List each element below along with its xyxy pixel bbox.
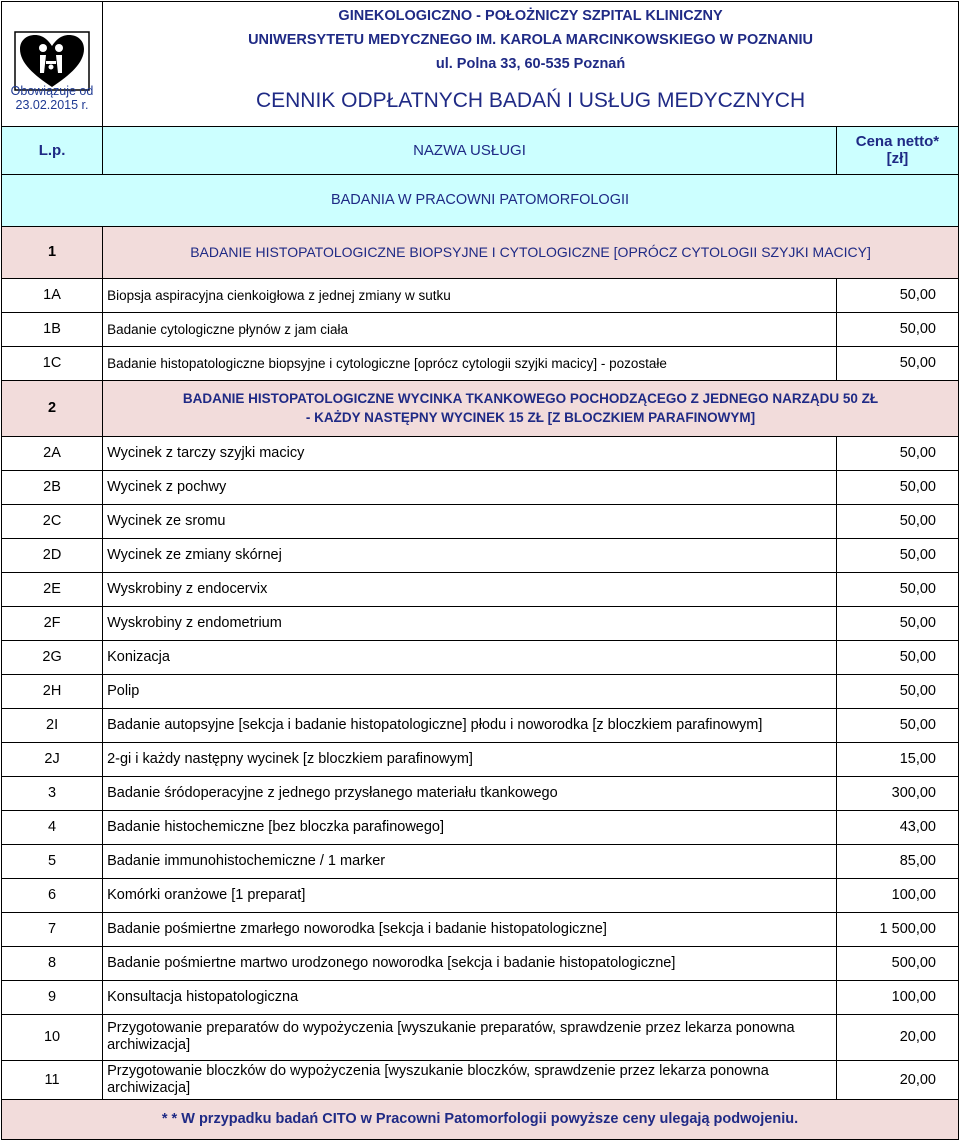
table-row xyxy=(2,674,959,708)
row-price: 50,00 xyxy=(836,538,958,572)
row-lp: 2C xyxy=(2,504,103,538)
row-lp: 7 xyxy=(2,912,103,946)
row-lp: 2I xyxy=(2,708,103,742)
row-name: Badanie pośmiertne zmarłego noworodka [sekcja i badanie histopatologiczne] xyxy=(103,912,837,946)
table-row xyxy=(2,980,959,1014)
row-name: Polip xyxy=(103,674,837,708)
row-lp: 3 xyxy=(2,776,103,810)
category-name: BADANIE HISTOPATOLOGICZNE BIOPSYJNE I CYTOLOGICZNE [OPRÓCZ CYTOLOGII SZYJKI MACICY] xyxy=(103,226,959,278)
category-name xyxy=(103,380,959,436)
row-name: Wyskrobiny z endocervix xyxy=(103,572,837,606)
table-row xyxy=(2,912,959,946)
row-lp: 2F xyxy=(2,606,103,640)
row-name: Badanie autopsyjne [sekcja i badanie histopatologiczne] płodu i noworodka [z bloczkiem parafinowym] xyxy=(103,708,837,742)
row-price: 50,00 xyxy=(836,278,958,312)
hospital-address: ul. Polna 33, 60-535 Poznań xyxy=(435,56,626,72)
row-price: 85,00 xyxy=(836,844,958,878)
row-price: 1 500,00 xyxy=(836,912,958,946)
row-price: 50,00 xyxy=(836,674,958,708)
row-name: Badanie histochemiczne [bez bloczka parafinowego] xyxy=(103,810,837,844)
hospital-name-line2: UNIWERSYTETU MEDYCZNEGO IM. KAROLA MARCINKOWSKIEGO W POZNANIU xyxy=(248,32,814,48)
row-price: 50,00 xyxy=(836,640,958,674)
table-row xyxy=(2,878,959,912)
table-row xyxy=(2,946,959,980)
row-name: Badanie śródoperacyjne z jednego przysłanego materiału tkankowego xyxy=(103,776,837,810)
table-row xyxy=(2,504,959,538)
effective-date: 23.02.2015 r. xyxy=(15,98,89,112)
row-price: 50,00 xyxy=(836,436,958,470)
row-name: Wycinek ze zmiany skórnej xyxy=(103,538,837,572)
row-lp: 11 xyxy=(2,1060,103,1099)
row-price: 43,00 xyxy=(836,810,958,844)
table-row xyxy=(2,346,959,380)
table-row xyxy=(2,606,959,640)
hospital-name-line1: GINEKOLOGICZNO - POŁOŻNICZY SZPITAL KLINICZNY xyxy=(338,8,723,24)
row-price: 15,00 xyxy=(836,742,958,776)
row-name: Przygotowanie bloczków do wypożyczenia [wyszukanie bloczków, sprawdzenie przez lekarza ponowna archiwizacja] xyxy=(103,1060,837,1099)
row-name: Konizacja xyxy=(103,640,837,674)
row-name: Badanie cytologiczne płynów z jam ciała xyxy=(103,312,837,346)
row-name: Wyskrobiny z endometrium xyxy=(103,606,837,640)
row-name: Badanie immunohistochemiczne / 1 marker xyxy=(103,844,837,878)
row-lp: 2B xyxy=(2,470,103,504)
row-price: 100,00 xyxy=(836,878,958,912)
category-name-line1: BADANIE HISTOPATOLOGICZNE WYCINKA TKANKOWEGO POCHODZĄCEGO Z JEDNEGO NARZĄDU 50 ZŁ xyxy=(182,391,879,406)
row-name: Konsultacja histopatologiczna xyxy=(103,980,837,1014)
category-lp: 2 xyxy=(2,380,103,436)
row-lp: 2G xyxy=(2,640,103,674)
table-row xyxy=(2,312,959,346)
table-row xyxy=(2,708,959,742)
column-header-price-line2: [zł] xyxy=(886,150,909,167)
row-name xyxy=(103,1014,837,1060)
table-row xyxy=(2,640,959,674)
table-row xyxy=(2,810,959,844)
row-price: 20,00 xyxy=(836,1060,958,1099)
table-row xyxy=(2,436,959,470)
row-price: 50,00 xyxy=(836,708,958,742)
row-lp: 2D xyxy=(2,538,103,572)
row-lp: 10 xyxy=(2,1014,103,1060)
row-name: Wycinek z pochwy xyxy=(103,470,837,504)
section-title: BADANIA W PRACOWNI PATOMORFOLOGII xyxy=(2,174,959,226)
page-title: CENNIK ODPŁATNYCH BADAŃ I USŁUG MEDYCZNYCH xyxy=(103,76,959,126)
row-lp: 6 xyxy=(2,878,103,912)
category-row-2 xyxy=(2,380,959,436)
hospital-name-block xyxy=(103,2,959,77)
row-lp: 1B xyxy=(2,312,103,346)
column-header-lp: L.p. xyxy=(2,126,103,174)
table-row xyxy=(2,572,959,606)
row-name: 2-gi i każdy następny wycinek [z bloczkiem parafinowym] xyxy=(103,742,837,776)
price-list-table xyxy=(1,1,959,1140)
effective-date-block xyxy=(2,84,102,112)
row-price: 50,00 xyxy=(836,470,958,504)
table-row xyxy=(2,844,959,878)
row-lp: 2H xyxy=(2,674,103,708)
category-row-1 xyxy=(2,226,959,278)
row-lp: 1C xyxy=(2,346,103,380)
row-price: 50,00 xyxy=(836,346,958,380)
table-row xyxy=(2,742,959,776)
row-name-line1: Przygotowanie preparatów do wypożyczenia [wyszukanie preparatów, sprawdzenie przez lekarza ponowna xyxy=(107,1020,795,1036)
table-row xyxy=(2,538,959,572)
column-header-name: NAZWA USŁUGI xyxy=(103,126,837,174)
row-name: Komórki oranżowe [1 preparat] xyxy=(103,878,837,912)
row-lp: 1A xyxy=(2,278,103,312)
row-lp: 2E xyxy=(2,572,103,606)
category-lp: 1 xyxy=(2,226,103,278)
row-price: 100,00 xyxy=(836,980,958,1014)
row-name-line2: archiwizacja] xyxy=(107,1037,191,1053)
row-price: 500,00 xyxy=(836,946,958,980)
row-price: 50,00 xyxy=(836,572,958,606)
footer-note: * * W przypadku badań CITO w Pracowni Patomorfologii powyższe ceny ulegają podwojeniu. xyxy=(2,1099,959,1139)
row-lp: 4 xyxy=(2,810,103,844)
table-row xyxy=(2,278,959,312)
effective-date-label: Obowiązuje od xyxy=(10,84,94,98)
row-lp: 8 xyxy=(2,946,103,980)
category-name-line2: - KAŻDY NASTĘPNY WYCINEK 15 ZŁ [Z BLOCZKIEM PARAFINOWYM] xyxy=(305,410,756,425)
table-row xyxy=(2,470,959,504)
row-name: Badanie pośmiertne martwo urodzonego noworodka [sekcja i badanie histopatologiczne] xyxy=(103,946,837,980)
row-lp: 9 xyxy=(2,980,103,1014)
column-header-price xyxy=(836,126,958,174)
row-name: Wycinek ze sromu xyxy=(103,504,837,538)
row-name: Badanie histopatologiczne biopsyjne i cytologiczne [oprócz cytologii szyjki macicy] - pozostałe xyxy=(103,346,837,380)
row-name: Wycinek z tarczy szyjki macicy xyxy=(103,436,837,470)
row-price: 50,00 xyxy=(836,606,958,640)
row-lp: 5 xyxy=(2,844,103,878)
row-name: Biopsja aspiracyjna cienkoigłowa z jednej zmiany w sutku xyxy=(103,278,837,312)
row-price: 300,00 xyxy=(836,776,958,810)
table-row xyxy=(2,776,959,810)
row-price: 50,00 xyxy=(836,504,958,538)
row-lp: 2A xyxy=(2,436,103,470)
row-lp: 2J xyxy=(2,742,103,776)
row-price: 50,00 xyxy=(836,312,958,346)
column-header-price-line1: Cena netto* xyxy=(855,133,940,150)
table-row xyxy=(2,1060,959,1099)
hospital-logo-icon xyxy=(14,31,90,91)
table-row xyxy=(2,1014,959,1060)
row-price: 20,00 xyxy=(836,1014,958,1060)
